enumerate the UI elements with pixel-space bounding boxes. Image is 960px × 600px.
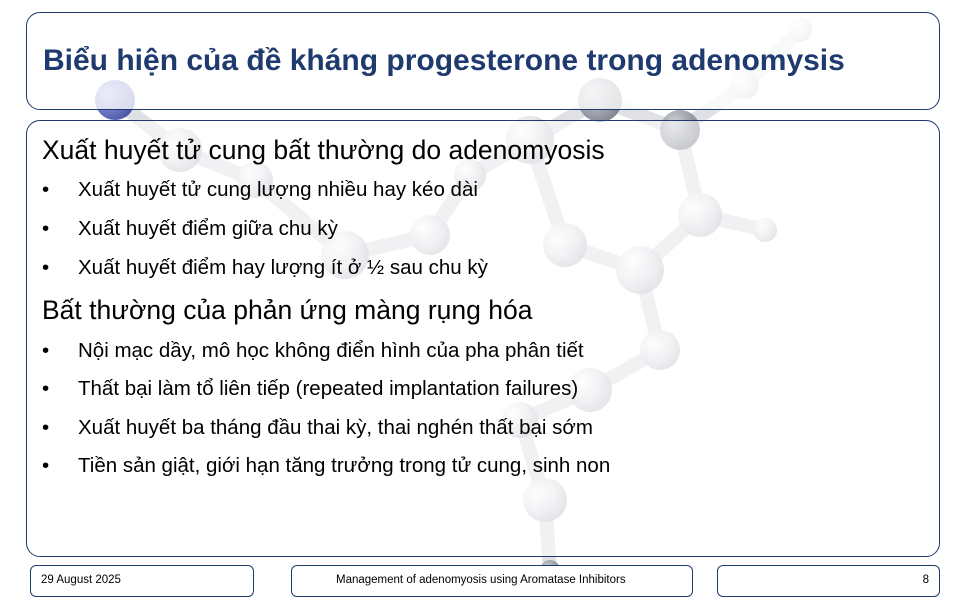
bullet-dot: • [42,339,50,362]
footer-page-number-box [717,565,940,597]
bullet-dot: • [42,256,50,279]
bullet-text: Nội mạc dầy, mô học không điển hình của pha phân tiết [78,339,584,362]
bullet-text: Thất bại làm tổ liên tiếp (repeated implantation failures) [78,377,579,400]
bullet-dot: • [42,454,50,477]
bullet-dot: • [42,416,50,439]
footer-title-box [291,565,693,597]
bullet-text: Tiền sản giật, giới hạn tăng trưởng trong tử cung, sinh non [78,454,611,477]
bullet-text: Xuất huyết điểm giữa chu kỳ [78,217,338,240]
slide-title: Biểu hiện của đề kháng progesterone trong adenomysis [43,44,845,77]
content-box [26,120,940,557]
footer-presentation-title: Management of adenomyosis using Aromatase Inhibitors [336,574,626,586]
footer-date: 29 August 2025 [41,574,121,586]
bullet-dot: • [42,377,50,400]
footer-date-box [30,565,254,597]
bullet-dot: • [42,178,50,201]
bullet-dot: • [42,217,50,240]
title-box [26,12,940,110]
bullet-text: Xuất huyết tử cung lượng nhiều hay kéo dài [78,178,478,201]
section-heading-decidualization: Bất thường của phản ứng màng rụng hóa [42,295,533,325]
bullet-text: Xuất huyết ba tháng đầu thai kỳ, thai nghén thất bại sớm [78,416,593,439]
page-number: 8 [922,574,929,586]
bullet-text: Xuất huyết điểm hay lượng ít ở ½ sau chu kỳ [78,256,488,279]
section-heading-bleeding: Xuất huyết tử cung bất thường do adenomyosis [42,135,605,165]
